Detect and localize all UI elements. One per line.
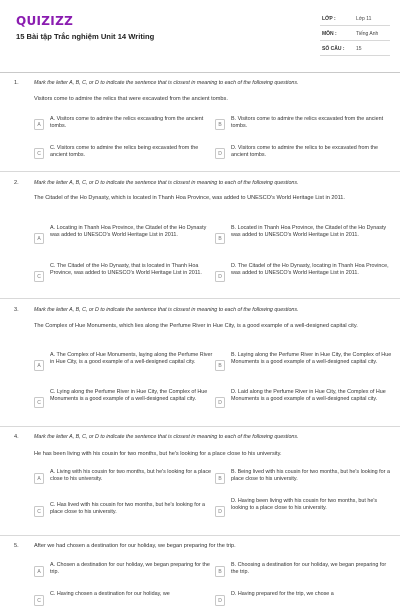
meta-value: 15 bbox=[356, 46, 362, 52]
question-stem: After we had chosen a destination for our holiday, we began preparing for the trip. bbox=[34, 543, 236, 549]
option-text: D. Having been living with his cousin for two months, but he's looking to a place close to his university. bbox=[231, 498, 378, 512]
option-letter-badge: C bbox=[34, 506, 44, 517]
option-letter-badge: B bbox=[215, 473, 225, 484]
question-number: 3. bbox=[14, 307, 19, 313]
option-text: B. Laying along the Perfume River in Hue City, the Complex of Hue Monuments is a good example of a well-designed capital city. bbox=[231, 352, 392, 366]
option-text: D. The Citadel of the Ho Dynasty, locating in Thanh Hoa Province, was added to UNESCO's World Heritage List in 2011. bbox=[231, 263, 389, 277]
option-letter-badge: C bbox=[34, 148, 44, 159]
option-text: D. Laid along the Perfume River in Hue City, the Complex of Hue Monuments is a good example of a well-designed capital city. bbox=[231, 389, 386, 403]
option-letter-badge: D bbox=[215, 397, 225, 408]
option-letter-badge: A bbox=[34, 119, 44, 130]
meta-label: SỐ CÂU : bbox=[322, 46, 345, 52]
option-text: B. Choosing a destination for our holiday, we began preparing for the trip. bbox=[231, 562, 387, 576]
option-text: C. Has lived with his cousin for two months, but he's looking for a place close to his university. bbox=[50, 502, 206, 516]
option-text: D. Visitors come to admire the relics to be excavated from the ancient tombs. bbox=[231, 145, 379, 159]
option-text: A. Visitors come to admire the relics excavating from the ancient tombs. bbox=[50, 116, 204, 130]
question-number: 2. bbox=[14, 180, 19, 186]
option-text: B. Located in Thanh Hoa Province, the Citadel of the Ho Dynasty was added to UNESCO's World Heritage List in 2011. bbox=[231, 225, 387, 239]
option-letter-badge: B bbox=[215, 233, 225, 244]
question-instruction: Mark the letter A, B, C, or D to indicate the sentence that is closest in meaning to each of the following questions. bbox=[34, 434, 299, 440]
option-letter-badge: C bbox=[34, 595, 44, 606]
option-letter-badge: A bbox=[34, 233, 44, 244]
question-instruction: Mark the letter A, B, C, or D to indicate the sentence that is closest in meaning to each of the following questions. bbox=[34, 180, 299, 186]
option-text: C. Having chosen a destination for our holiday, we bbox=[50, 591, 170, 597]
option-letter-badge: B bbox=[215, 360, 225, 371]
option-text: B. Being lived with his cousin for two months, but he's looking for a place close to his university. bbox=[231, 469, 390, 483]
question-number: 4. bbox=[14, 434, 19, 440]
meta-count-row bbox=[320, 44, 390, 56]
meta-class-row bbox=[320, 14, 390, 26]
option-text: A. Living with his cousin for two months, but he's looking for a place close to his university. bbox=[50, 469, 212, 483]
question-number: 1. bbox=[14, 80, 19, 86]
quizizz-logo: QUIZIZZ bbox=[16, 14, 74, 28]
question-instruction: Mark the letter A, B, C, or D to indicate the sentence that is closest in meaning to each of the following questions. bbox=[34, 80, 299, 86]
question-divider bbox=[0, 426, 400, 427]
question-stem: The Complex of Hue Monuments, which lies along the Perfume River in Hue City, is a good example of a well-designed capital city. bbox=[34, 323, 358, 329]
worksheet-header bbox=[0, 0, 400, 66]
meta-value: Tiếng Anh bbox=[356, 31, 379, 37]
question-instruction: Mark the letter A, B, C, or D to indicate the sentence that is closest in meaning to each of the following questions. bbox=[34, 307, 299, 313]
option-text: A. Chosen a destination for our holiday, we began preparing for the trip. bbox=[50, 562, 210, 576]
option-text: D. Having prepared for the trip, we chose a bbox=[231, 591, 334, 597]
option-letter-badge: B bbox=[215, 119, 225, 130]
option-text: A. Locating in Thanh Hoa Province, the Citadel of the Ho Dynasty was added to UNESCO's World Heritage List in 2011. bbox=[50, 225, 207, 239]
question-stem: The Citadel of the Ho Dynasty, which is located in Thanh Hoa Province, was added to UNESCO's World Heritage List in 2011. bbox=[34, 195, 345, 201]
question-divider bbox=[0, 298, 400, 299]
option-letter-badge: D bbox=[215, 595, 225, 606]
question-number: 5. bbox=[14, 543, 19, 549]
option-text: C. The Citadel of the Ho Dynasty, that is located in Thanh Hoa Province, was added to UNESCO's World Heritage List in 2011. bbox=[50, 263, 202, 277]
meta-label: LỚP : bbox=[322, 16, 336, 22]
option-text: C. Visitors come to admire the relics being excavated from the ancient tombs. bbox=[50, 145, 199, 159]
option-letter-badge: A bbox=[34, 360, 44, 371]
question-stem: Visitors come to admire the relics that were excavated from the ancient tombs. bbox=[34, 96, 228, 102]
option-letter-badge: B bbox=[215, 566, 225, 577]
meta-value: Lớp 11 bbox=[356, 16, 372, 22]
option-letter-badge: A bbox=[34, 566, 44, 577]
question-divider bbox=[0, 171, 400, 172]
question-stem: He has been living with his cousin for two months, but he's looking for a place close to his university. bbox=[34, 451, 282, 457]
question-divider bbox=[0, 535, 400, 536]
option-text: B. Visitors come to admire the relics excavated from the ancient tombs. bbox=[231, 116, 384, 130]
option-letter-badge: D bbox=[215, 271, 225, 282]
option-letter-badge: C bbox=[34, 397, 44, 408]
header-divider bbox=[0, 72, 400, 73]
option-letter-badge: A bbox=[34, 473, 44, 484]
option-letter-badge: D bbox=[215, 506, 225, 517]
option-letter-badge: C bbox=[34, 271, 44, 282]
worksheet-title: 15 Bài tập Trắc nghiệm Unit 14 Writing bbox=[16, 32, 155, 41]
meta-label: MÔN : bbox=[322, 31, 337, 37]
meta-subject-row bbox=[320, 29, 390, 41]
option-text: A. The Complex of Hue Monuments, laying along the Perfume River in Hue City, is a good example of a well-designed capital city. bbox=[50, 352, 213, 366]
option-text: C. Lying along the Perfume River in Hue City, the Complex of Hue Monuments is a good example of a well-designed capital city. bbox=[50, 389, 208, 403]
option-letter-badge: D bbox=[215, 148, 225, 159]
